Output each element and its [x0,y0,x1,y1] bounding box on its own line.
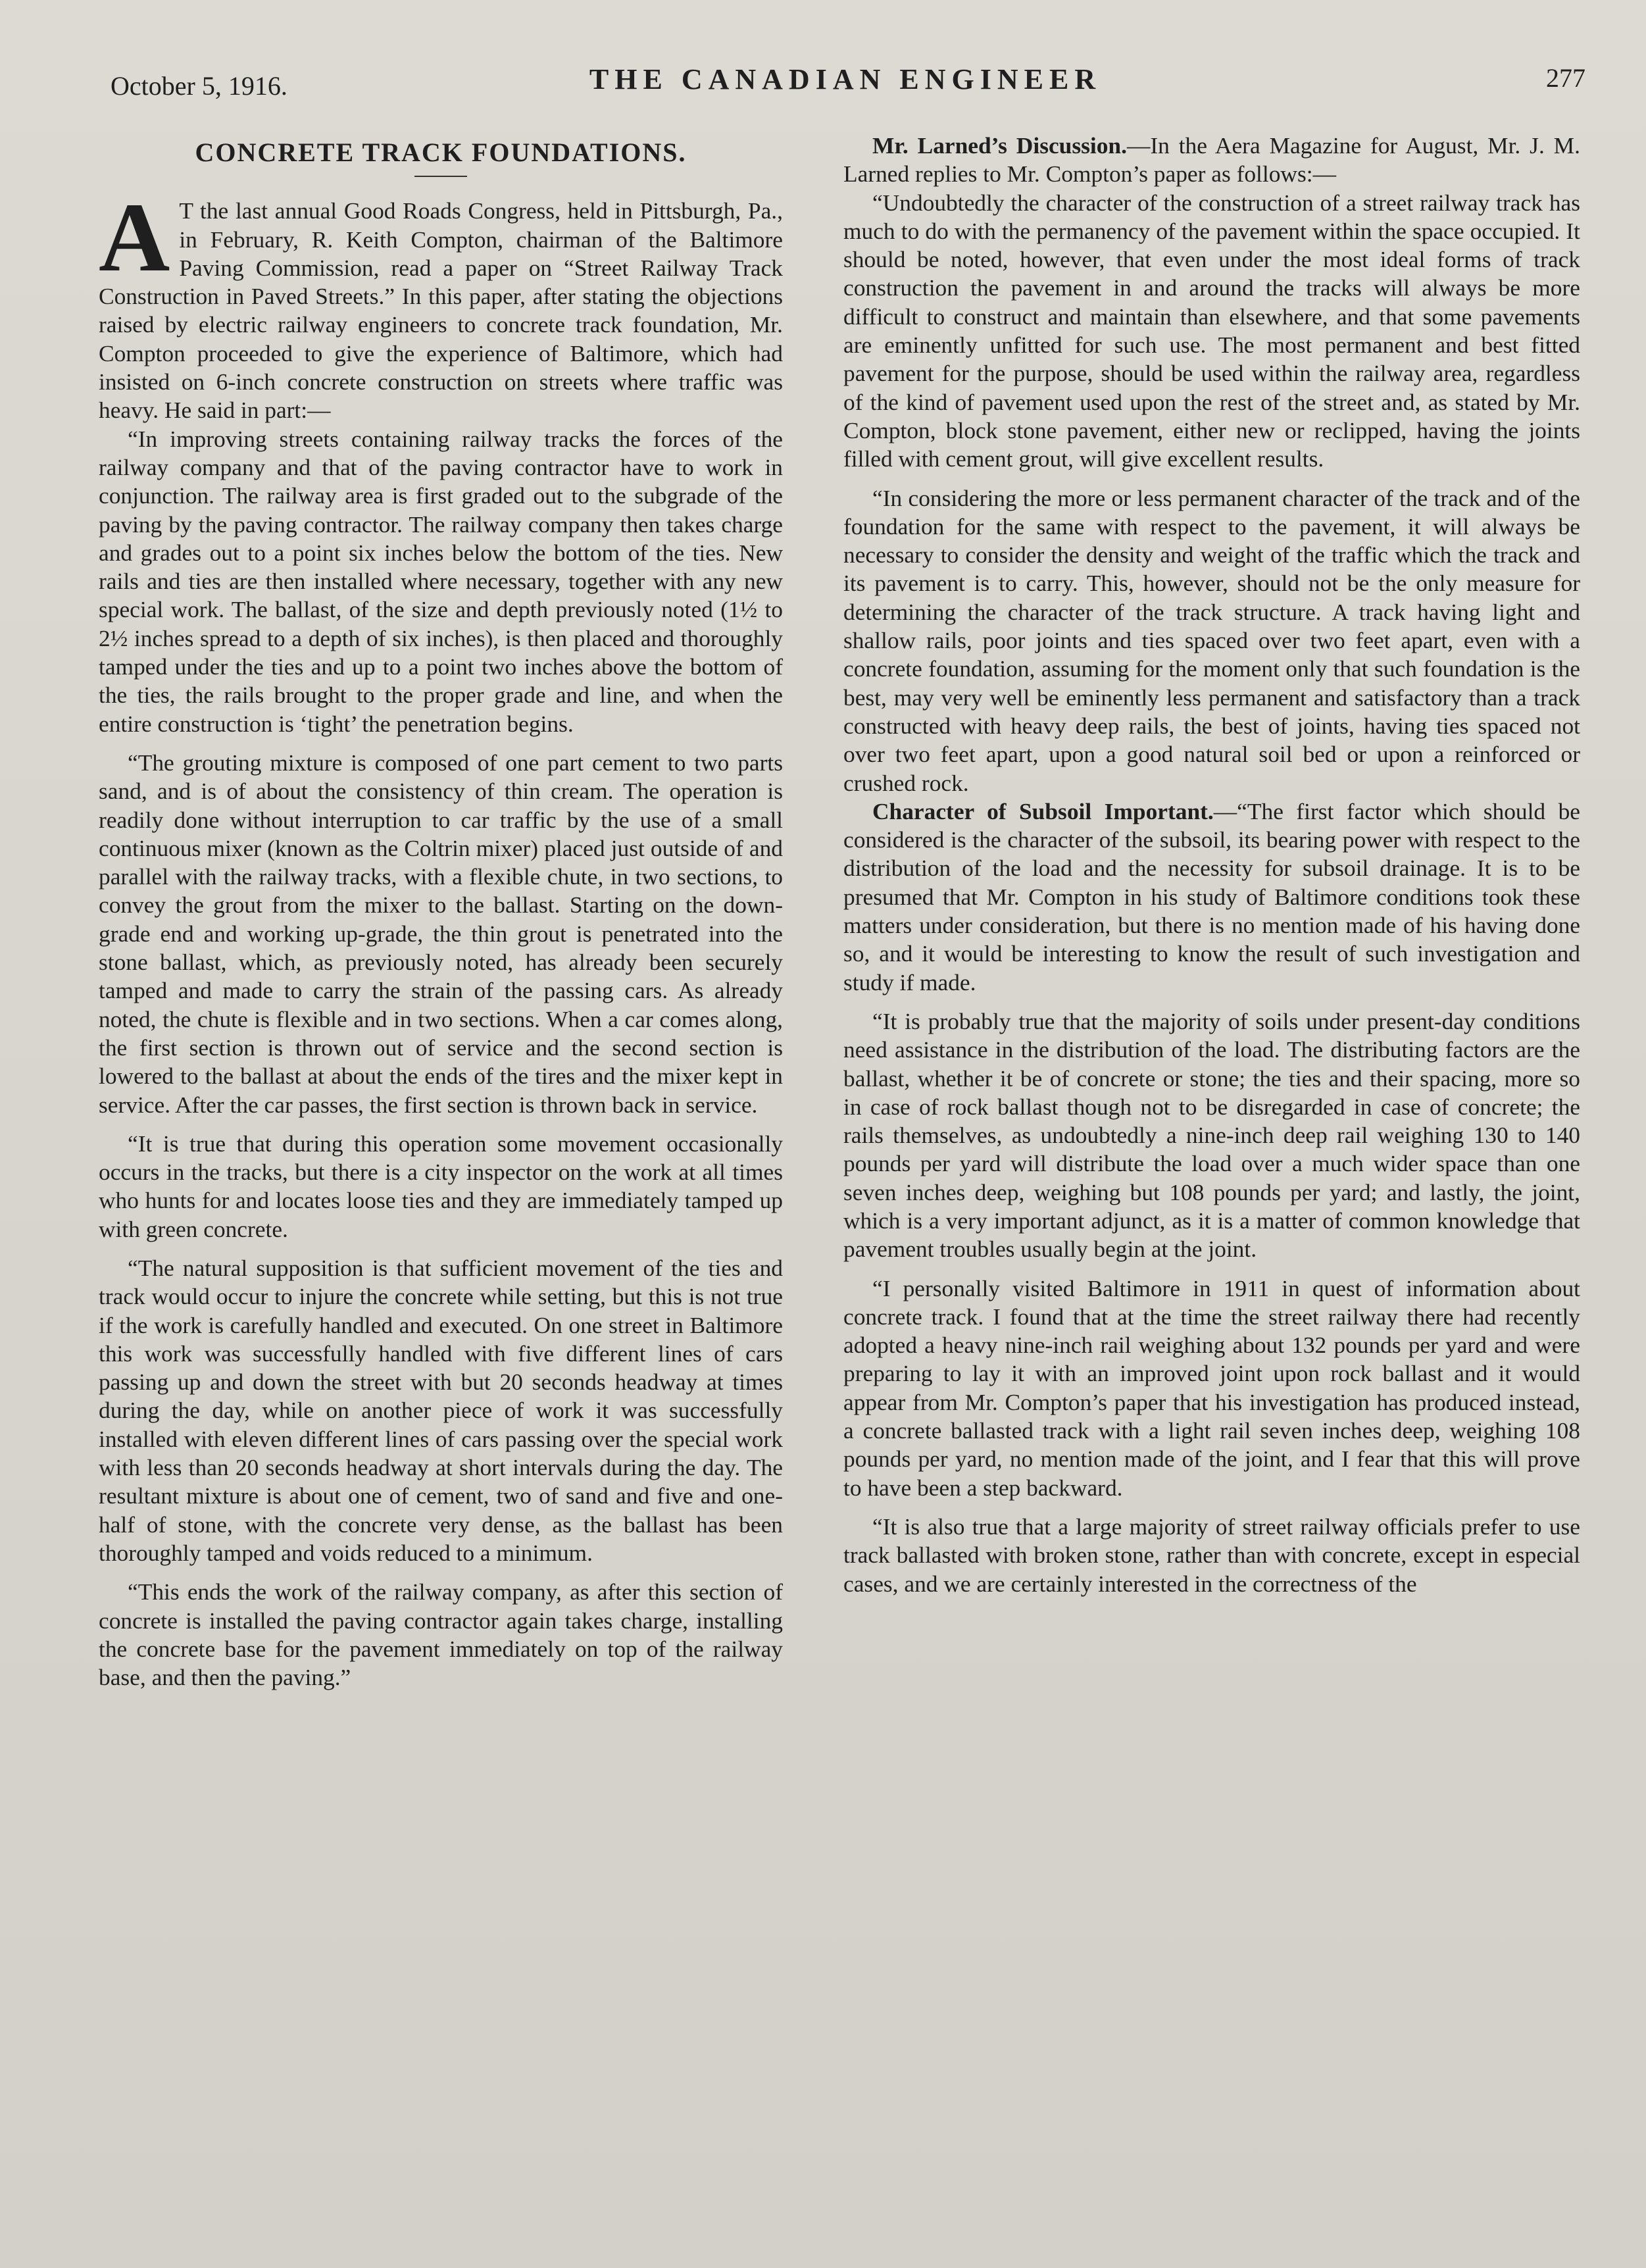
body-paragraph: “The grouting mixture is composed of one part cement to two parts sand, and is of about the consistency of thin cream. The operation is readily done without interruption to car traffic by the use of a small continuous mixer (known as the Coltrin mixer) placed just outside of and parallel with the railway tracks, with a flexible chute, in two sections, to convey the grout from the mixer to the ballast. Starting on the down-grade end and working up-grade, the thin grout is penetrated into the stone ballast, which, as previously noted, has already been securely tamped and made to carry the strain of the passing cars. As already noted, the chute is flexible and in two sections. When a car comes along, the first section is thrown out of service and the second section is lowered to the ballast at about the ends of the tires and the mixer kept in service. After the car passes, the first section is thrown back in service. [99,749,783,1118]
body-paragraph: “It is also true that a large majority of street railway officials prefer to use track ballasted with broken stone, rather than with concrete, except in especial cases, and we are certainly interested in the correctness of the [843,1513,1580,1597]
body-paragraph: “In improving streets containing railway tracks the forces of the railway company and that of the paving contractor have to work in conjunction. The railway area is first graded out to the subgrade of the paving by the paving contractor. The railway company then takes charge and grades out to a point six inches below the bottom of the ties. New rails and ties are then installed where necessary, together with any new special work. The ballast, of the size and depth previously noted (1½ to 2½ inches spread to a depth of six inches), is then placed and thoroughly tamped under the ties and up to a point two inches above the bottom of the ties, the rails brought to the proper grade and line, and when the entire construction is ‘tight’ the penetration begins. [99,425,783,737]
right-column [843,132,1580,1598]
article-title: CONCRETE TRACK FOUNDATIONS. [195,138,687,167]
body-paragraph: “It is probably true that the majority of soils under present-day conditions need assistance in the distribution of the load. The distributing factors are the ballast, whether it be of concrete or stone; the ties and their spacing, more so in case of rock ballast though not to be disregarded in case of concrete; the rails themselves, as undoubtedly a nine-inch deep rail weighing 130 to 140 pounds per yard will distribute the load over a much wider space than one seven inches deep, weighing but 108 pounds per yard; and lastly, the joint, which is a very important adjunct, as it is a matter of common knowledge that pavement troubles usually begin at the joint. [843,1007,1580,1263]
larned-paragraph [843,132,1580,189]
subsoil-heading: Character of Subsoil Important. [872,797,1214,824]
body-paragraph: “It is true that during this operation some movement occasionally occurs in the tracks, but there is a city inspector on the work at all times who hunts for and locates loose ties and they are immediately tamped up with green concrete. [99,1130,783,1242]
body-paragraph: “Undoubtedly the character of the construction of a street railway track has much to do with the permanency of the pavement within the space occupied. It should be noted, however, that even under the most ideal forms of track construction the pavement in and around the tracks will always be more difficult to construct and maintain than elsewhere, and that some pavements are eminently unfitted for such use. The most permanent and best fitted pavement for the purpose, should be used within the railway area, regardless of the kind of pavement used upon the rest of the street and, as stated by Mr. Compton, block stone pavement, either new or reclipped, having the joints filled with cement grout, will give excellent results. [843,189,1580,472]
page-number: 277 [1546,63,1585,93]
intro-paragraph [99,183,783,424]
journal-title: THE CANADIAN ENGINEER [589,63,1102,95]
subsoil-text: —“The first factor which should be considered is the character of the subsoil, its bearing power with respect to the distribution of the load and the necessity for subsoil drainage. It is to be presumed that Mr. Compton in his study of Baltimore conditions took these matters under consideration, but there is no mention made of his having done so, and it would be interesting to know the result of such investigation and study if made. [843,797,1580,995]
body-paragraph: “I personally visited Baltimore in 1911 in quest of information about concrete track. I found that at the time the street railway there had recently adopted a heavy nine-inch rail weighing about 132 pounds per yard and were preparing to lay it with an improved joint upon rock ballast and it would appear from Mr. Compton’s paper that his investigation has produced instead, a concrete ballasted track with a light rail seven inches deep, weighing 108 pounds per yard, no mention made of the joint, and I fear that this will prove to have been a step backward. [843,1274,1580,1501]
larned-intro: —In the Aera Magazine for August, Mr. J. M. Larned replies to Mr. Compton’s paper as follows:— [843,132,1580,188]
title-rule [414,176,467,177]
intro-text: T the last annual Good Roads Congress, held in Pittsburgh, Pa., in February, R. Keith Compton, chairman of the Baltimore Paving Commission, read a paper on “Street Railway Track Construction in Paved Streets.” In this paper, after stating the objections raised by electric railway engineers to concrete track foundation, Mr. Compton proceeded to give the experience of Baltimore, which had insisted on 6-inch concrete construction on streets where traffic was heavy. He said in part:— [99,197,783,424]
body-paragraph: “In considering the more or less permanent character of the track and of the foundation for the same with respect to the pavement, it will always be necessary to consider the density and weight of the traffic which the track and its pavement is to carry. This, however, should not be the only measure for determining the character of the track structure. A track having light and shallow rails, poor joints and ties spaced over two feet apart, even with a concrete foundation, assuming for the moment only that such foundation is the best, may very well be eminently less permanent and satisfactory than a track constructed with heavy deep rails, the best of joints, having ties spaced not over two feet apart, upon a good natural soil bed or upon a reinforced or crushed rock. [843,484,1580,796]
body-paragraph: “This ends the work of the railway company, as after this section of concrete is installed the paving contractor again takes charge, installing the concrete base for the pavement immediately on top of the railway base, and then the paving.” [99,1578,783,1691]
body-paragraph: “The natural supposition is that sufficient movement of the ties and track would occur to injure the concrete while setting, but this is not true if the work is carefully handled and executed. On one street in Baltimore this work was successfully handled with five different lines of cars passing up and down the street with but 20 seconds headway at times during the day, while on another piece of work it was successfully installed with eleven different lines of cars passing over the special work with less than 20 seconds headway at short intervals during the day. The resultant mixture is about one of cement, two of sand and five and one-half of stone, with the concrete very dense, as the ballast has been thoroughly tamped and voids reduced to a minimum. [99,1254,783,1566]
drop-cap: A [99,183,170,293]
issue-date: October 5, 1916. [111,71,287,101]
subsoil-paragraph [843,797,1580,997]
left-column [99,132,783,1692]
page-header [105,63,1585,109]
larned-heading: Mr. Larned’s Discussion. [872,132,1127,159]
